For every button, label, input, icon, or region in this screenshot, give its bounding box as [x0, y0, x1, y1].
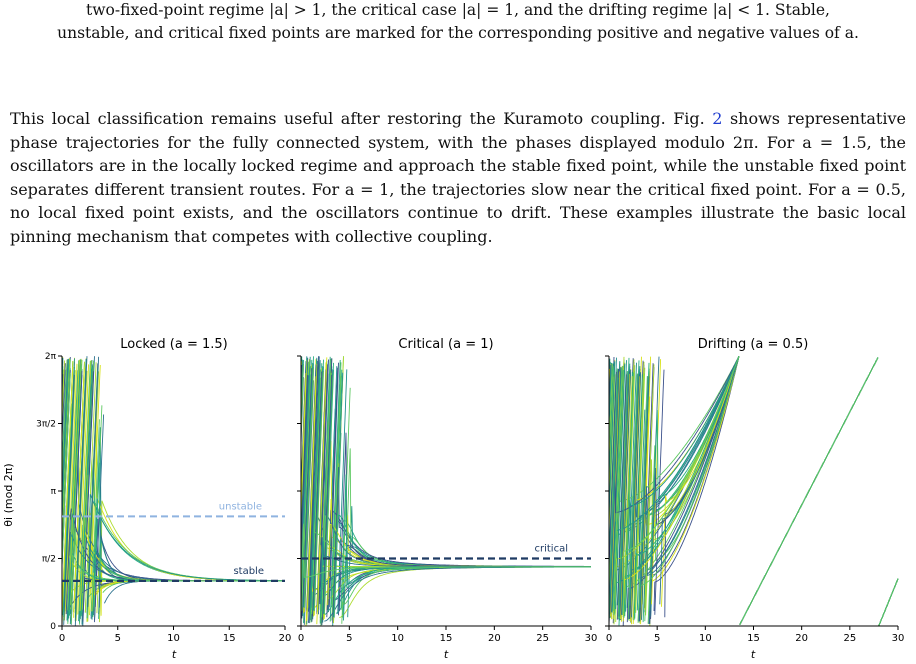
- x-ticks-critical: [298, 626, 598, 644]
- trajectory-line: [301, 358, 591, 615]
- trajectory-line: [301, 363, 591, 617]
- y-tick-label: 3π/2: [36, 419, 56, 430]
- phase-trajectory-figure: [0, 330, 916, 664]
- x-tick-label: 15: [747, 633, 760, 644]
- panel-locked: [2, 337, 291, 661]
- trajectory-line: [301, 358, 591, 616]
- x-ticks-locked: [59, 626, 292, 644]
- x-tick-label: 15: [222, 633, 236, 644]
- panel-drifting: [605, 337, 904, 661]
- x-tick-label: 20: [487, 633, 501, 644]
- x-tick-label: 10: [391, 633, 405, 644]
- x-tick-label: 25: [536, 633, 550, 644]
- panel-title-critical: Critical (a = 1): [398, 337, 494, 352]
- critical-label: critical: [534, 543, 568, 555]
- figure-caption-line-2: unstable, and critical fixed points are marked for the corresponding positive and negative values of a.: [57, 24, 859, 42]
- stable-label: stable: [233, 565, 264, 577]
- trajectory-line: [301, 361, 591, 612]
- x-tick-label: 15: [439, 633, 453, 644]
- x-tick-label: 0: [297, 633, 305, 644]
- x-tick-label: 5: [114, 633, 121, 644]
- trajectory-line: [62, 356, 285, 625]
- y-ticks-critical: [297, 356, 301, 626]
- x-ticks-drifting: [606, 626, 905, 644]
- y-ticks-locked: [36, 352, 62, 632]
- x-tick-label: 25: [843, 633, 857, 644]
- x-tick-label: 30: [891, 633, 905, 644]
- x-tick-label: 20: [278, 633, 292, 644]
- trajectory-line: [62, 356, 285, 625]
- trajectories-drifting: [609, 356, 898, 626]
- paragraph-text-2: shows representative phase trajectories for the fully connected system, with the phases displayed modulo 2π. For a = 1.5, the oscillators are in the locally locked regime and approach the stable fixed point, while the unstable fixed point separates different transient routes. For a = 1, the trajectories slow near the critical fixed point. For a = 0.5, no local fixed point exists, and the oscillators continue to drift. These examples illustrate the basic local pinning mechanism that competes with collective coupling.: [10, 109, 906, 246]
- x-tick-label: 0: [605, 633, 613, 644]
- figure-reference-link[interactable]: 2: [712, 109, 723, 128]
- x-tick-label: 10: [167, 633, 180, 644]
- trajectory-line: [301, 361, 591, 619]
- trajectories-critical: [301, 356, 591, 626]
- x-tick-label: 0: [58, 633, 66, 644]
- x-tick-label: 10: [698, 633, 712, 644]
- body-paragraph: [10, 107, 906, 248]
- panel-title-drifting: Drifting (a = 0.5): [697, 337, 809, 352]
- y-tick-label: π: [50, 487, 56, 497]
- trajectory-line: [301, 360, 591, 611]
- trajectory-line: [301, 364, 591, 612]
- x-tick-label: 30: [584, 633, 598, 644]
- x-tick-label: 5: [346, 633, 353, 644]
- trajectories-locked: [62, 356, 285, 625]
- y-tick-label: 2π: [44, 352, 56, 362]
- x-tick-label: 5: [653, 633, 661, 644]
- x-label-critical: t: [443, 648, 449, 661]
- panel-title-locked: Locked (a = 1.5): [120, 337, 228, 352]
- trajectory-line: [301, 361, 591, 612]
- x-label-locked: t: [171, 648, 177, 661]
- y-tick-label: π/2: [41, 554, 56, 565]
- figure-caption-line-1: two-fixed-point regime |a| > 1, the critical case |a| = 1, and the drifting regime |a| < 1. Stable,: [86, 1, 830, 19]
- panel-critical: [297, 337, 597, 661]
- x-label-drifting: t: [750, 648, 756, 661]
- y-tick-label: 0: [50, 622, 56, 632]
- trajectory-line: [301, 364, 591, 612]
- x-tick-label: 20: [795, 633, 809, 644]
- paragraph-text-1: This local classification remains useful after restoring the Kuramoto coupling. Fig.: [10, 109, 713, 128]
- y-ticks-drifting: [605, 356, 609, 626]
- trajectory-line: [301, 364, 591, 618]
- y-label: θi (mod 2π): [2, 463, 15, 527]
- unstable-label: unstable: [218, 501, 262, 513]
- trajectory-line: [301, 360, 591, 618]
